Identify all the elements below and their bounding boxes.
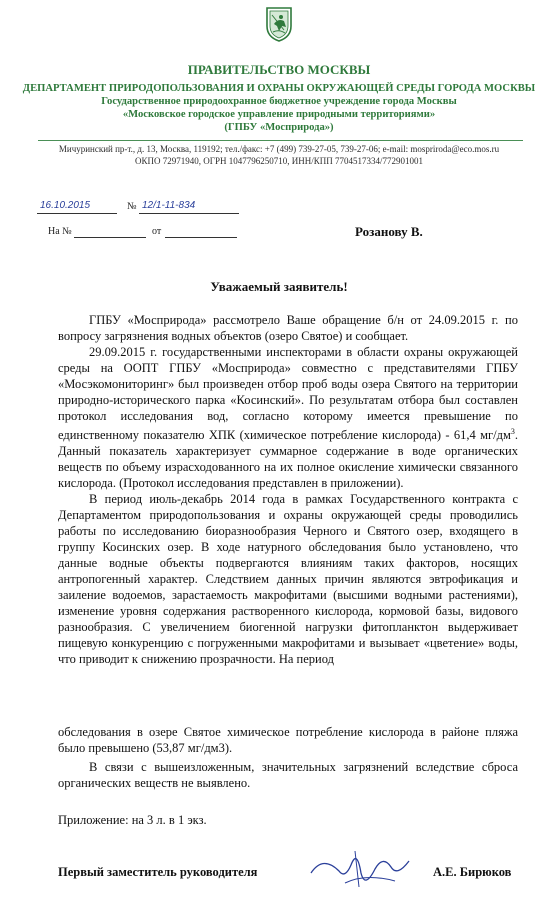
inspection-text-b: . Данный показатель характеризует суммарное содержание в воде органических веществ по объему израсходованного на их полное окисление химически связанного кислорода. (Протокол исследования представлен в приложении). xyxy=(58,428,518,491)
number-underline xyxy=(139,213,239,214)
registration-codes: ОКПО 72971940, ОГРН 1047796250710, ИНН/КПП 7704517334/772901001 xyxy=(135,156,423,166)
from-underline xyxy=(165,237,237,238)
in-reply-label: На № xyxy=(48,226,72,237)
letter-body xyxy=(58,312,518,667)
from-label: от xyxy=(152,226,162,237)
letter-body-continued xyxy=(58,724,518,756)
recipient-name: Розанову В. xyxy=(355,224,423,239)
paragraph-inspection xyxy=(58,344,518,491)
institution-name: Государственное природоохранное бюджетное учреждение города Москвы xyxy=(101,96,457,107)
inspection-text-a: 29.09.2015 г. государственными инспекторами в области охраны окружающей среды на ООПТ ГПБУ «Мосприрода» совместно с представителями ГПБУ «Мосэкомониторинг» был произведен отбор проб воды озера Святого на территории природно-исторического парка «Косинский». По результатам отбора был составлен протокол исследования вод, согласно которому имеется превышение по единственному показателю ХПК (химическое потребление кислорода) - 61,4 мг/дм xyxy=(58,345,518,443)
number-label: № xyxy=(127,201,137,212)
greeting: Уважаемый заявитель! xyxy=(210,279,348,294)
paragraph-response: ГПБУ «Мосприрода» рассмотрело Ваше обращение б/н от 24.09.2015 г. по вопросу загрязнения водных объектов (озеро Святое) и сообщает. xyxy=(58,313,518,343)
signatory-title: Первый заместитель руководителя xyxy=(58,865,258,879)
government-title: ПРАВИТЕЛЬСТВО МОСКВЫ xyxy=(187,62,371,77)
paragraph-study: В период июль-декабрь 2014 года в рамках Государственного контракта с Департаментом природопользования и охраны окружающей среды проводились работы по исследованию биоразнообразия Черного и Святого озер, входящего в группу Косинских озер. В ходе натурного обследования было установлено, что данные водные объекты подвергаются влияниям таких факторов, носящих антропогенный характер. Следствием данных причин являются эвтрофикация и заиление водоемов, зарастаемость макрофитами (высшими водными растениями), изменение уровня содержания растворенного кислорода, кормовой базы, видового разнообразия. С увеличением биогенной нагрузки фитопланктон выдерживает пищевую конкуренцию с погруженными макрофитами и вызывает «цветение» воды, что приводит к снижению прозрачности. На период xyxy=(58,492,518,667)
address-contacts: Мичуринский пр-т., д. 13, Москва, 119192; тел./факс: +7 (499) 739-27-05, 739-27-06; e-mail: mospriroda@eco.mos.ru xyxy=(58,144,500,154)
handwritten-signature xyxy=(305,843,415,893)
outgoing-date: 16.10.2015 xyxy=(40,200,91,211)
paragraph-study-continued: обследования в озере Святое химическое потребление кислорода в районе пляжа было превышено (53,87 мг/дм3). xyxy=(58,725,518,755)
moscow-coat-of-arms-icon xyxy=(264,6,294,42)
unit-superscript: 3 xyxy=(510,427,515,436)
date-underline xyxy=(37,213,117,214)
outgoing-number: 12/1-11-834 xyxy=(142,200,196,211)
attachment-note: Приложение: на 3 л. в 1 экз. xyxy=(58,813,207,827)
department-name: ДЕПАРТАМЕНТ ПРИРОДОПОЛЬЗОВАНИЯ И ОХРАНЫ ОКРУЖАЮЩЕЙ СРЕДЫ ГОРОДА МОСКВЫ xyxy=(22,83,536,94)
in-reply-underline xyxy=(74,237,146,238)
institution-full-name: «Московское городское управление природными территориями» xyxy=(122,109,436,120)
institution-short-name: (ГПБУ «Мосприрода») xyxy=(224,122,334,133)
paragraph-conclusion: В связи с вышеизложенным, значительных загрязнений вследствие сброса органических веществ не выявлено. xyxy=(58,760,518,790)
letter-conclusion xyxy=(58,759,518,791)
signatory-name: А.Е. Бирюков xyxy=(433,865,512,879)
header-divider xyxy=(38,140,523,141)
